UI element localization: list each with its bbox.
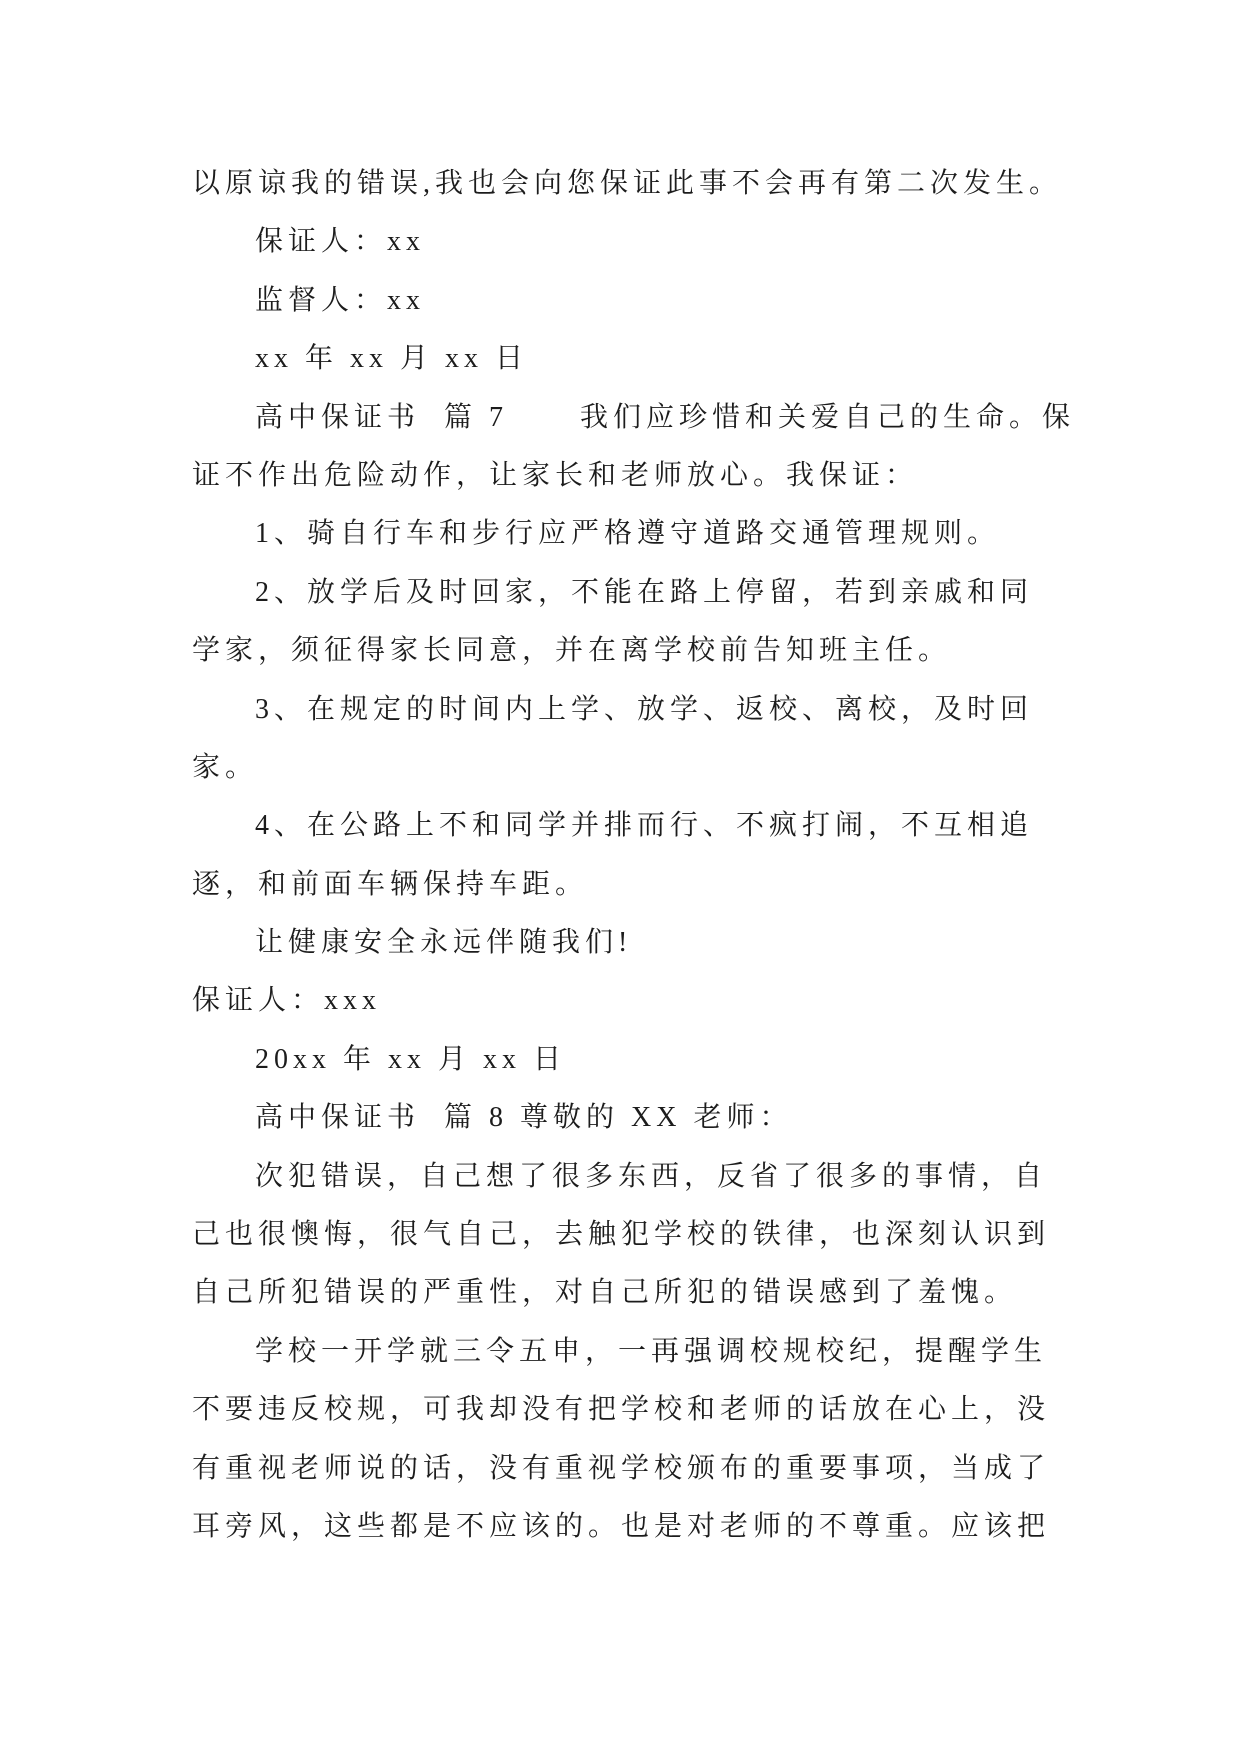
- text-line: 不要违反校规，可我却没有把学校和老师的话放在心上，没: [192, 1394, 1051, 1426]
- text-line: 有重视老师说的话，没有重视学校颁布的重要事项，当成了: [192, 1452, 1051, 1484]
- text-line: 学校一开学就三令五申，一再强调校规校纪，提醒学生: [255, 1335, 1048, 1367]
- guarantor-line: 保证人：xx: [255, 226, 426, 258]
- text-line: 证不作出危险动作，让家长和老师放心。我保证：: [192, 459, 919, 491]
- section-heading-8: 高中保证书 篇 8 尊敬的 XX 老师：: [255, 1102, 793, 1134]
- list-item: 1、骑自行车和步行应严格遵守道路交通管理规则。: [255, 518, 1001, 550]
- text-line: 逐，和前面车辆保持车距。: [192, 868, 589, 900]
- list-item: 3、在规定的时间内上学、放学、返校、离校，及时回: [255, 693, 1034, 725]
- text-line: 己也很懊悔，很气自己，去触犯学校的铁律，也深刻认识到: [192, 1219, 1051, 1251]
- list-item: 4、在公路上不和同学并排而行、不疯打闹，不互相追: [255, 810, 1034, 842]
- supervisor-line: 监督人：xx: [255, 284, 426, 316]
- text-line: 耳旁风，这些都是不应该的。也是对老师的不尊重。应该把: [192, 1510, 1051, 1542]
- document-body: [192, 155, 1192, 1556]
- section-heading-7: 高中保证书 篇 7 我们应珍惜和关爱自己的生命。保: [255, 401, 1076, 433]
- date-line: 20xx 年 xx 月 xx 日: [255, 1043, 567, 1075]
- date-line: xx 年 xx 月 xx 日: [255, 343, 529, 375]
- text-line: 以原谅我的错误,我也会向您保证此事不会再有第二次发生。: [192, 168, 1063, 199]
- text-line: 让健康安全永远伴随我们!: [255, 927, 633, 959]
- text-line: 家。: [192, 751, 259, 783]
- text-line: 自己所犯错误的严重性，对自己所犯的错误感到了羞愧。: [192, 1277, 1018, 1309]
- guarantor-line: 保证人：xxx: [192, 985, 382, 1017]
- text-line: 学家，须征得家长同意，并在离学校前告知班主任。: [192, 635, 952, 667]
- list-item: 2、放学后及时回家，不能在路上停留，若到亲戚和同: [255, 576, 1034, 608]
- text-line: 次犯错误，自己想了很多东西，反省了很多的事情，自: [255, 1160, 1048, 1192]
